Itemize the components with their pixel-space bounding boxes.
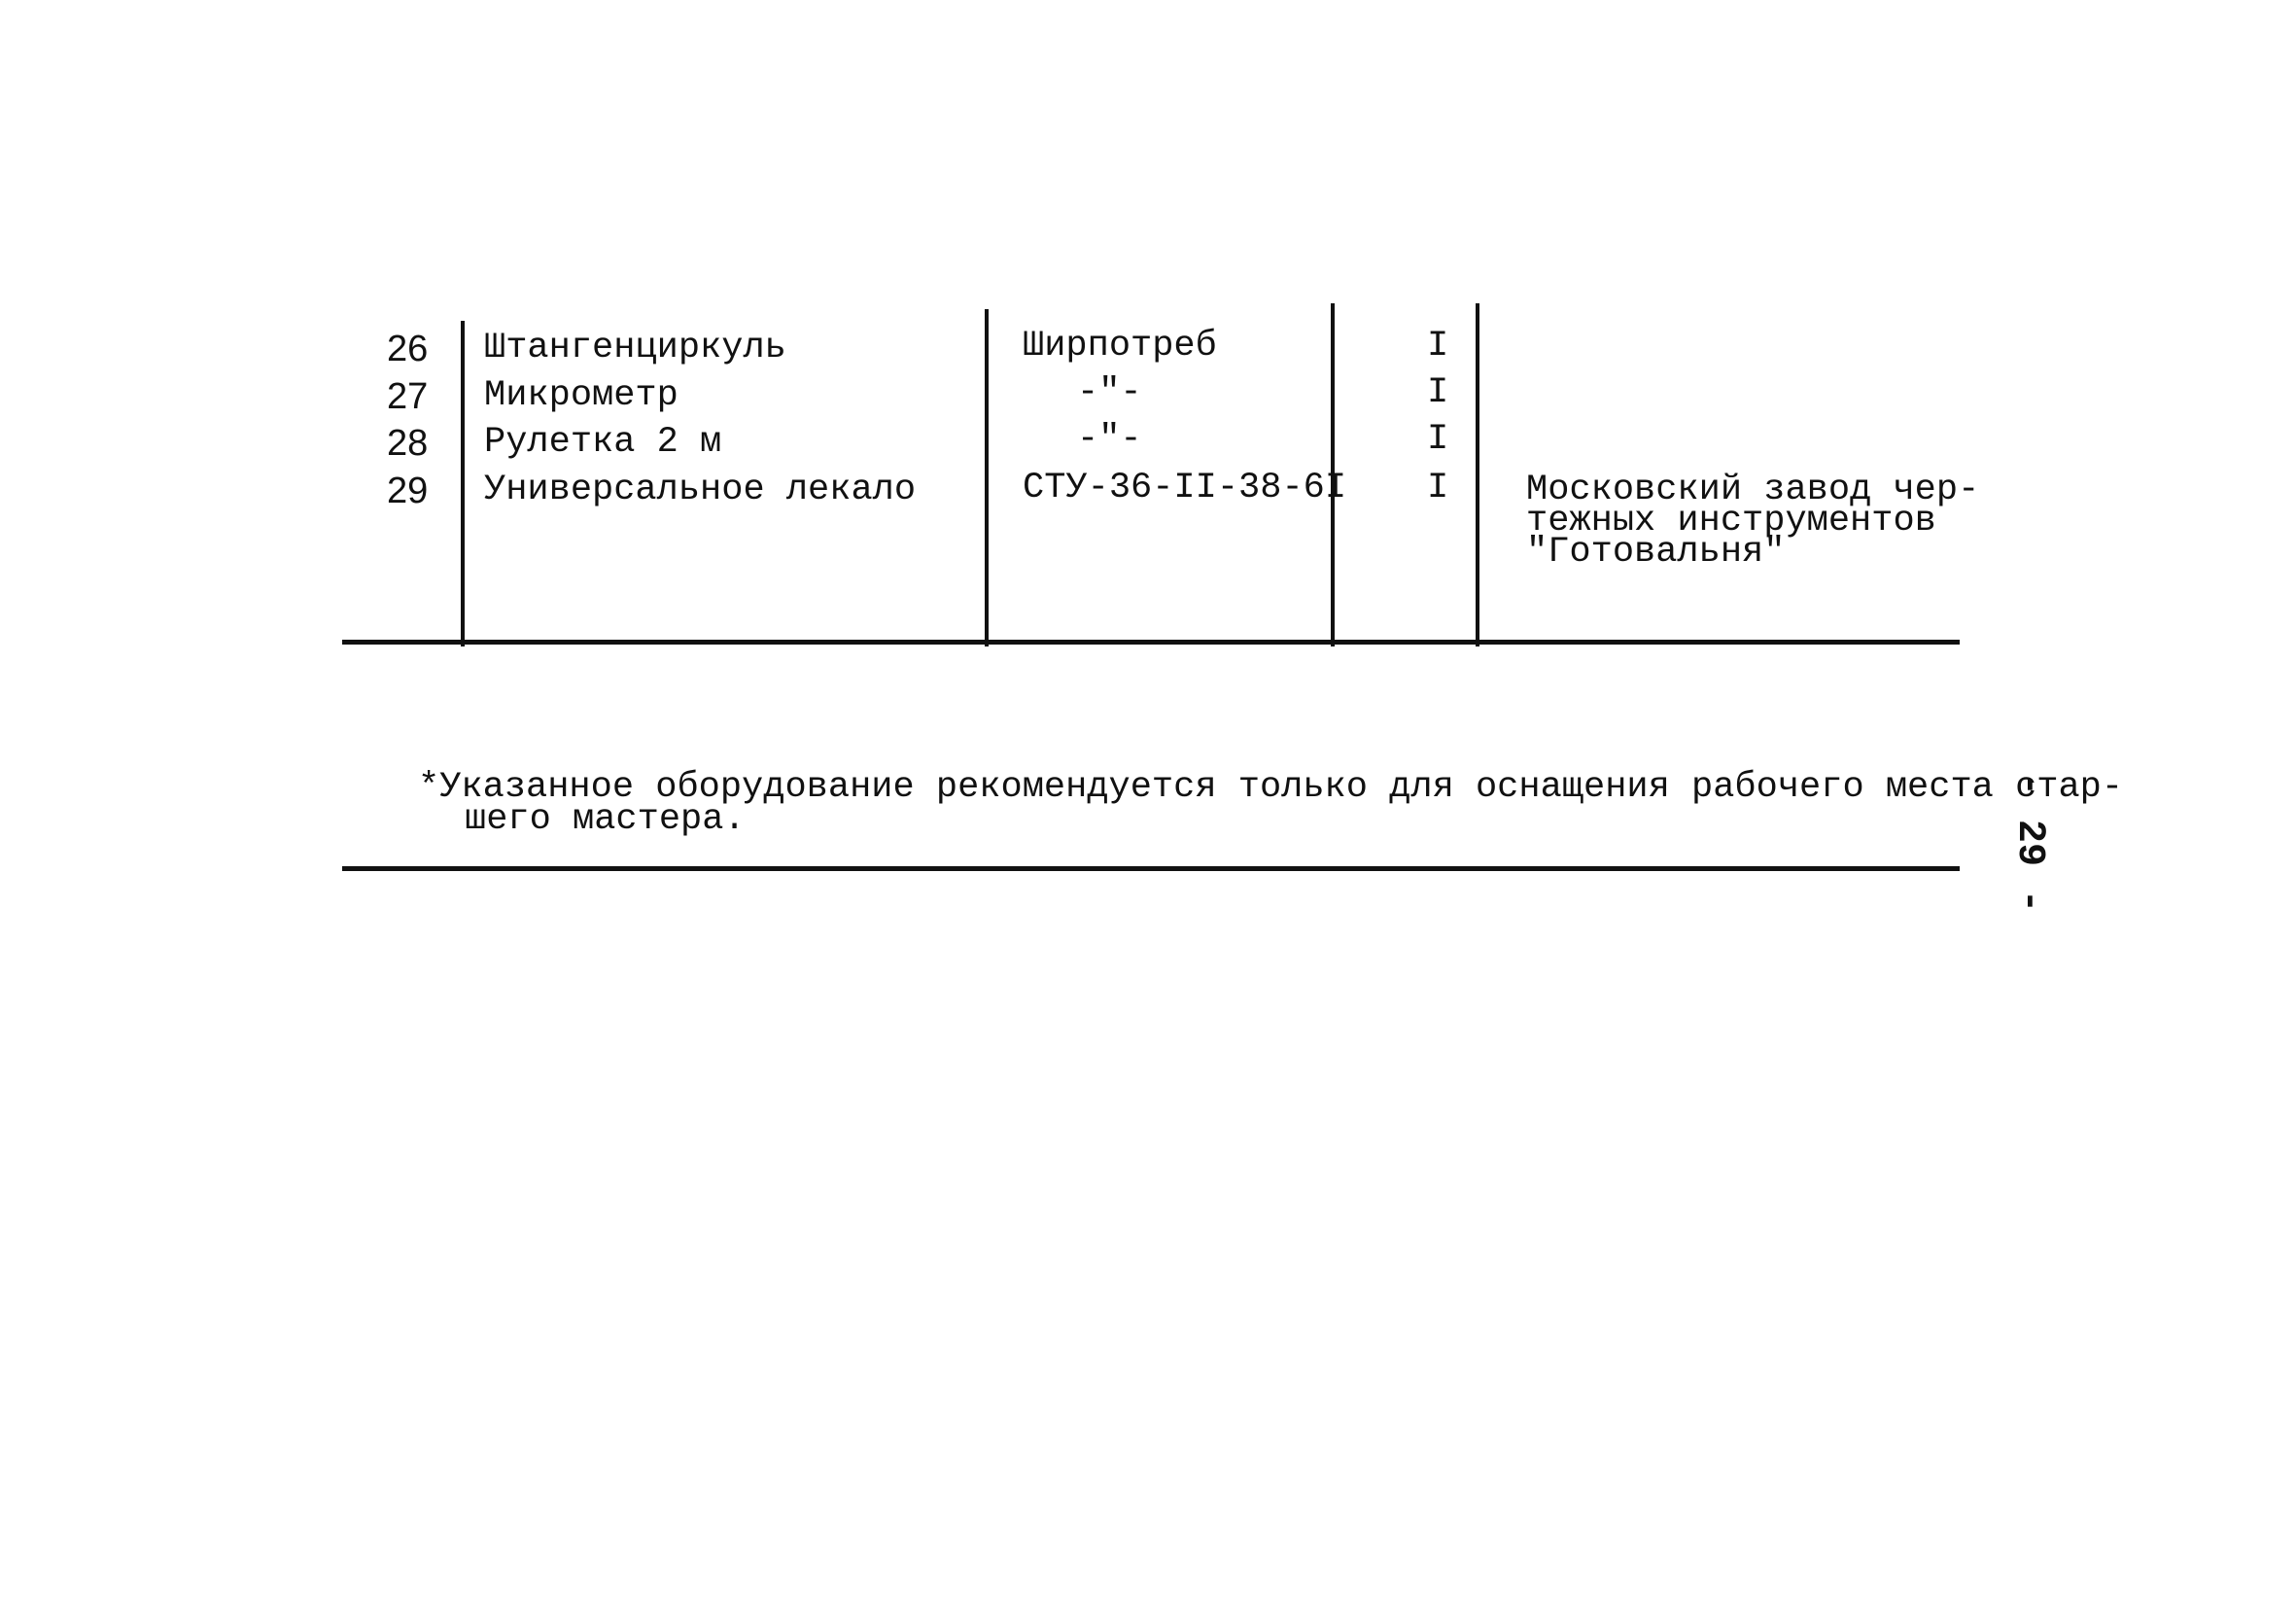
item-name: Рулетка 2 м <box>484 422 722 463</box>
page-number: - 29 - <box>2007 773 2051 914</box>
item-supplier-line: "Готовальня" <box>1526 532 1786 573</box>
table-bottom-rule <box>342 640 1960 645</box>
footnote-line: шего мастера. <box>465 799 746 840</box>
row-number: 27 <box>387 376 429 417</box>
footnote-line: *Указанное оборудование рекомендуется только для оснащения рабочего места стар- <box>418 767 2124 808</box>
column-divider-2 <box>985 309 989 646</box>
column-divider-1 <box>461 321 465 646</box>
row-number: 29 <box>387 471 429 511</box>
row-number: 28 <box>387 423 429 464</box>
item-quantity: I <box>1427 372 1449 413</box>
row-number: 26 <box>387 329 429 369</box>
item-source: -"- <box>1077 419 1142 460</box>
item-source: СТУ-36-II-38-6I <box>1023 468 1347 508</box>
item-name: Универсальное лекало <box>484 470 917 510</box>
footnote-bottom-rule <box>342 866 1960 871</box>
item-name: Микрометр <box>484 375 678 416</box>
item-quantity: I <box>1427 468 1449 508</box>
column-divider-4 <box>1476 303 1479 646</box>
item-quantity: I <box>1427 326 1449 367</box>
item-source: Ширпотреб <box>1023 326 1217 367</box>
item-supplier-line: Московский завод чер- <box>1526 470 1980 510</box>
item-supplier-line: тежных инструментов <box>1526 501 1936 541</box>
item-name: Штангенциркуль <box>484 328 786 368</box>
item-quantity: I <box>1427 419 1449 460</box>
item-source: -"- <box>1077 372 1142 413</box>
